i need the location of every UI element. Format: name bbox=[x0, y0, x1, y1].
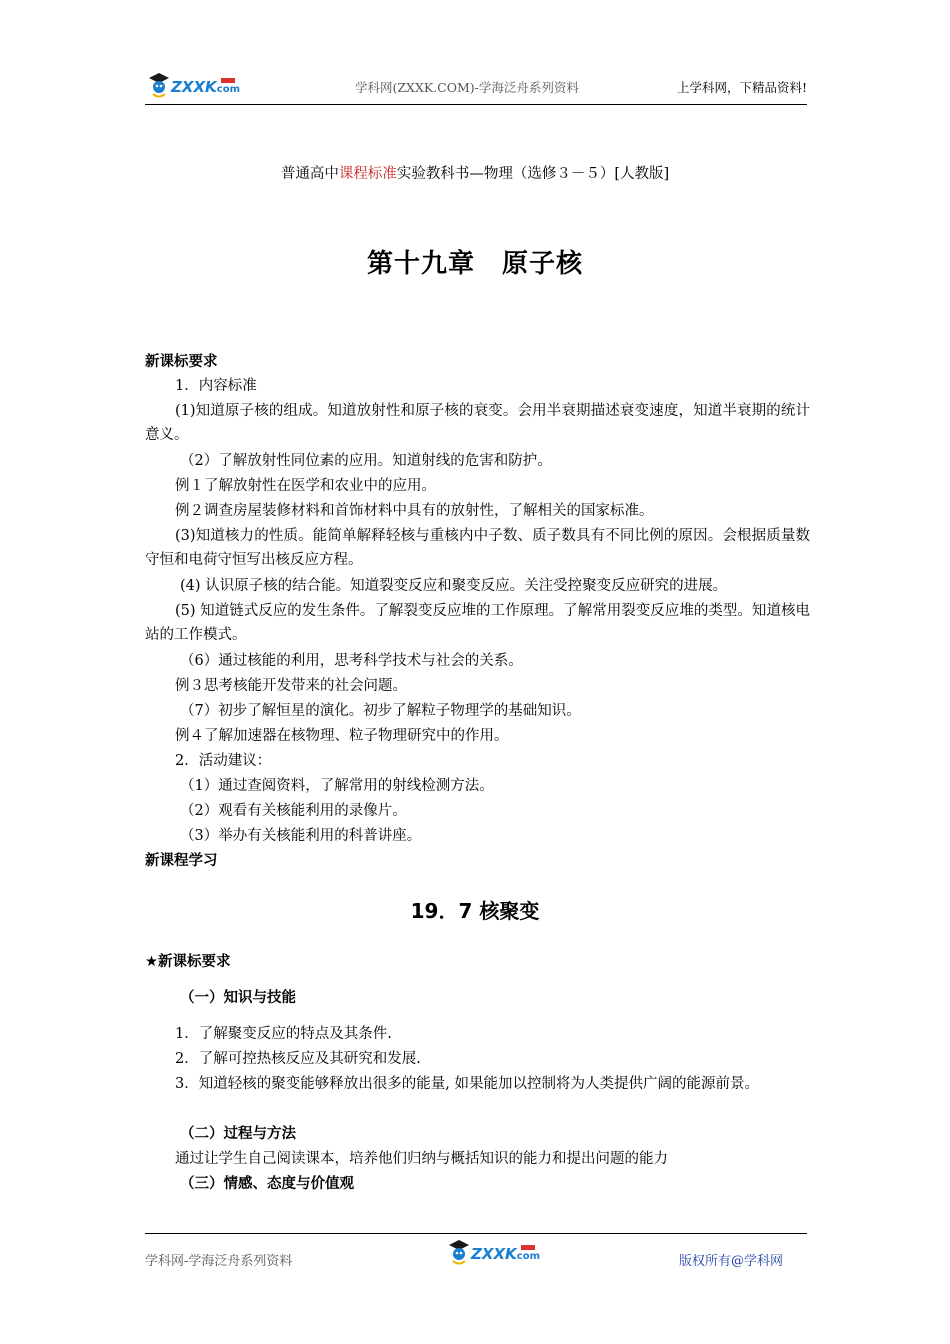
activity-1: （1）通过查阅资料，了解常用的射线检测方法。 bbox=[180, 778, 494, 794]
knowledge-item-3: 3．知道轻核的聚变能够释放出很多的能量, 如果能加以控制将为人类提供广阔的能源前景。 bbox=[175, 1076, 759, 1092]
logo-suffix: .com bbox=[213, 84, 241, 95]
activity-heading: 2．活动建议： bbox=[175, 753, 272, 769]
subtitle-part1: 普通高中 bbox=[280, 166, 339, 182]
req-item-4: (4) 认识原子核的结合能。知道裂变反应和聚变反应。关注受控聚变反应研究的进展。 bbox=[180, 578, 728, 594]
footer-logo-suffix: .com bbox=[513, 1251, 541, 1262]
req-example-3: 例３思考核能开发带来的社会问题。 bbox=[175, 678, 407, 694]
req-item-7: （7）初步了解恒星的演化。初步了解粒子物理学的基础知识。 bbox=[180, 703, 581, 719]
req-item-3: (3)知道核力的性质。能简单解释轻核与重核内中子数、质子数具有不同比例的原因。会根据质量数守恒和电荷守恒写出核反应方程。 bbox=[145, 528, 810, 568]
header-right-text: 上学科网，下精品资料! bbox=[676, 80, 807, 95]
knowledge-item-1: 1．了解聚变反应的特点及其条件. bbox=[175, 1026, 392, 1042]
activity-2: （2）观看有关核能利用的录像片。 bbox=[180, 803, 407, 819]
graduation-cap-icon bbox=[445, 1237, 545, 1267]
req-example-1: 例１了解放射性在医学和农业中的应用。 bbox=[175, 478, 436, 494]
knowledge-heading: （一）知识与技能 bbox=[180, 990, 296, 1006]
req-item-5: (5) 知道链式反应的发生条件。了解裂变反应堆的工作原理。了解常用裂变反应堆的类型。知道核电站的工作模式。 bbox=[145, 603, 810, 643]
requirements-heading: 新课标要求 bbox=[145, 354, 218, 370]
footer-right-text: 版权所有@学科网 bbox=[678, 1254, 783, 1269]
subtitle-part2: 实验教科书—物理（选修３－５）[人教版] bbox=[396, 166, 670, 182]
req-item-1: (1)知道原子核的组成。知道放射性和原子核的衰变。会用半衰期描述衰变速度，知道半衰期的统计意义。 bbox=[145, 403, 810, 443]
section-title: 19．7 核聚变 bbox=[410, 899, 540, 923]
chapter-title: 第十九章 原子核 bbox=[366, 249, 583, 279]
section-req-heading: ★新课标要求 bbox=[145, 954, 231, 970]
subtitle-highlight: 课程标准 bbox=[338, 166, 397, 182]
content-standard-heading: 1．内容标准 bbox=[175, 378, 257, 394]
study-heading: 新课程学习 bbox=[145, 853, 218, 869]
logo-text: ZXXK bbox=[171, 78, 217, 96]
footer-left-text: 学科网-学海泛舟系列资料 bbox=[145, 1254, 293, 1269]
req-item-6: （6）通过核能的利用，思考科学技术与社会的关系。 bbox=[180, 653, 523, 669]
footer-logo bbox=[445, 1237, 545, 1271]
zxxk-logo bbox=[145, 70, 245, 104]
req-item-2: （2）了解放射性同位素的应用。知道射线的危害和防护。 bbox=[180, 453, 552, 469]
footer-logo-text: ZXXK bbox=[471, 1245, 517, 1263]
emotion-heading: （三）情感、态度与价值观 bbox=[180, 1176, 354, 1192]
knowledge-item-2: 2．了解可控热核反应及其研究和发展. bbox=[175, 1051, 421, 1067]
header-center-text: 学科网(ZXXK.COM)-学海泛舟系列资料 bbox=[355, 80, 579, 95]
req-example-4: 例４了解加速器在核物理、粒子物理研究中的作用。 bbox=[175, 728, 509, 744]
process-item-1: 通过让学生自己阅读课本，培养他们归纳与概括知识的能力和提出问题的能力 bbox=[175, 1151, 668, 1167]
graduation-cap-icon bbox=[145, 70, 245, 100]
textbook-subtitle bbox=[0, 162, 950, 183]
page-header bbox=[145, 66, 807, 105]
process-heading: （二）过程与方法 bbox=[180, 1126, 296, 1142]
activity-3: （3）举办有关核能利用的科普讲座。 bbox=[180, 828, 422, 844]
req-example-2: 例２调查房屋装修材料和首饰材料中具有的放射性，了解相关的国家标准。 bbox=[175, 503, 654, 519]
